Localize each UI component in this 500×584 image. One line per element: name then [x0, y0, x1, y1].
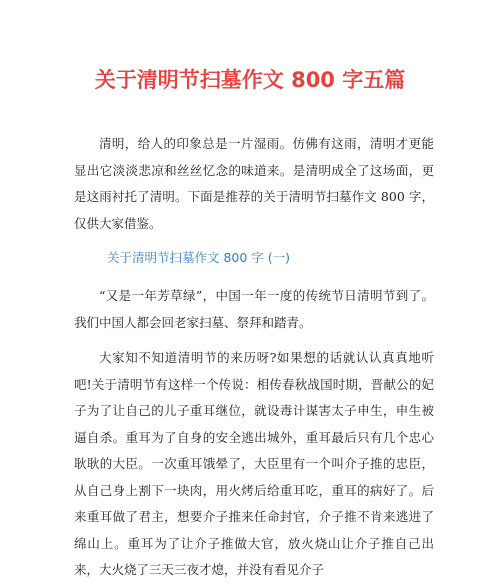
intro-paragraph: 清明，给人的印象总是一片湿雨。仿佛有这雨，清明才更能显出它淡淡悲凉和丝丝忆念的味道来。是清明成全了这场面，更是这雨衬托了清明。下面是推荐的关于清明节扫墓作文 800 字，仅供大家借鉴。 [74, 136, 434, 231]
paragraph-2: 大家知不知道清明节的来历呀?如果想的话就认认真真地听吧!关于清明节有这样一个传说：相传春秋战国时期，晋献公的妃子为了让自己的儿子重耳继位，就设毒计谋害太子申生，申生被逼自杀。重耳为了自身的安全逃出城外，重耳最后只有几个忠心耿耿的大臣。一次重耳饿晕了，大臣里有一个叫介子推的忠臣，从自己身上割下一块肉，用火烤后给重耳吃，重耳的病好了。后来重耳做了君主，想要介子推来任命封官，介子推不肯来逃进了绵山上。重耳为了让介子推做大官，放火烧山让介子推自己出来，大火烧了三天三夜才熄，并没有看见介子 [74, 350, 434, 577]
document-title: 关于清明节扫墓作文 800 字五篇 [94, 68, 406, 92]
section-heading: 关于清明节扫墓作文 800 字 (一) [107, 250, 291, 265]
paragraph-1: “又是一年芳草绿”，中国一年一度的传统节日清明节到了。我们中国人都会回老家扫墓、祭拜和踏青。 [74, 288, 434, 330]
